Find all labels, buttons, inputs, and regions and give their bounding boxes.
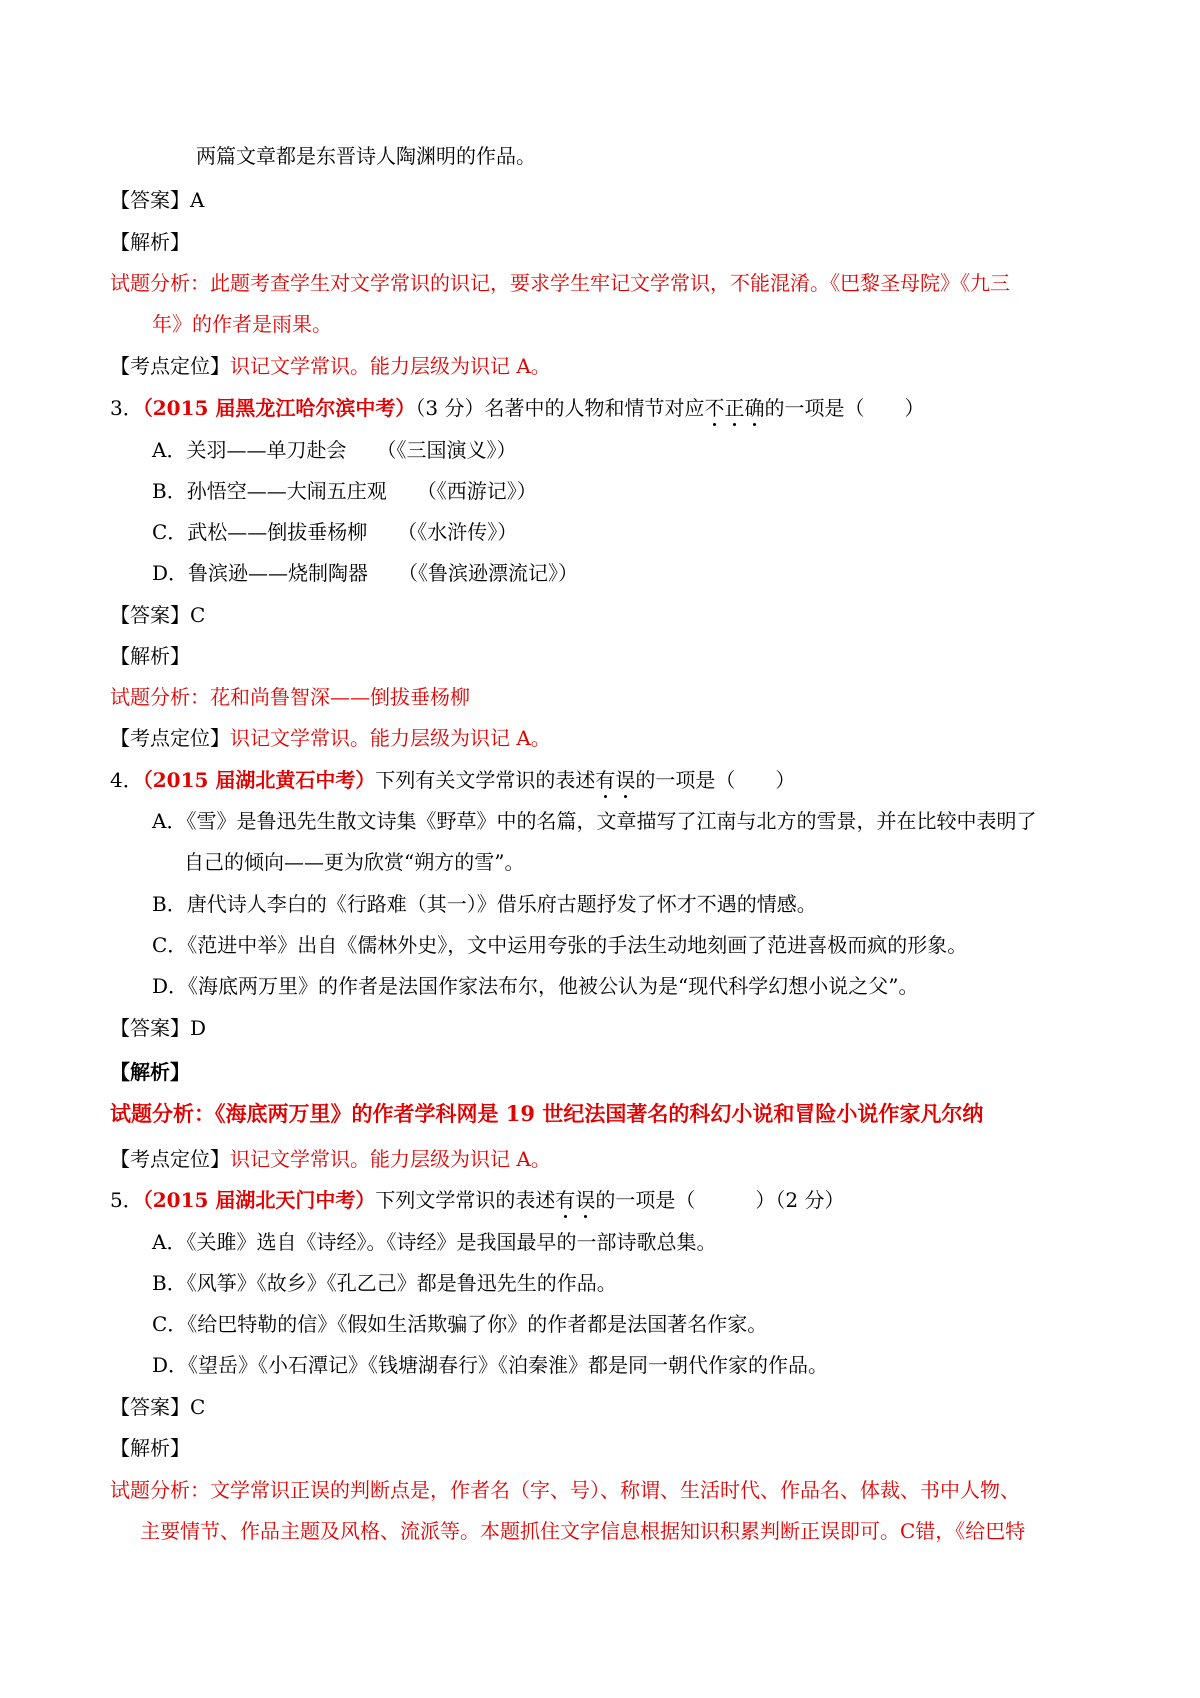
emphasis-char: 误 [575, 1188, 596, 1212]
question-source: （2015 届黑龙江哈尔滨中考） [142, 396, 416, 420]
analysis-text: 试题分析：此题考查学生对文学常识的识记，要求学生牢记文学常识，不能混淆。《巴黎圣母院》《九三 [110, 271, 1010, 295]
key-point-text: 识记文学常识。能力层级为识记 A。 [230, 354, 551, 378]
question-number: 3． [110, 396, 143, 420]
question-number: 4． [110, 768, 143, 792]
analysis-label: 【解析】 [110, 1436, 190, 1460]
option-a-continued: 自己的倾向——更为欣赏“朔方的雪”。 [184, 850, 525, 874]
question-text: 下列文学常识的表述 [375, 1188, 556, 1212]
option-a: A．关羽——单刀赴会 （《三国演义》） [152, 438, 517, 462]
key-point-tag: 【考点定位】 [110, 354, 230, 378]
key-point-text: 识记文学常识。能力层级为识记 A。 [230, 726, 551, 750]
option-d: D．《望岳》《小石潭记》《钱塘湖春行》《泊秦淮》都是同一朝代作家的作品。 [152, 1353, 829, 1377]
option-a: A．《关雎》选自《诗经》。《诗经》是我国最早的一部诗歌总集。 [152, 1230, 717, 1254]
option-d: D．鲁滨逊——烧制陶器 （《鲁滨逊漂流记》） [152, 561, 579, 585]
question-number: 5． [110, 1188, 143, 1212]
question-4-stem [110, 767, 795, 793]
question-text: 下列有关文学常识的表述 [375, 768, 596, 792]
option-c: C．《给巴特勒的信》《假如生活欺骗了你》的作者都是法国著名作家。 [152, 1312, 768, 1336]
analysis-label: 【解析】 [110, 230, 190, 254]
question-5-stem [110, 1187, 844, 1213]
text-line: 两篇文章都是东晋诗人陶渊明的作品。 [196, 144, 536, 168]
key-point-tag: 【考点定位】 [110, 726, 230, 750]
emphasis-char: 有 [595, 768, 616, 792]
answer-label: 【答案】C [110, 603, 206, 627]
key-point-tag: 【考点定位】 [110, 1147, 230, 1171]
option-b: B．孙悟空——大闹五庄观 （《西游记》） [152, 479, 537, 503]
answer-label: 【答案】C [110, 1395, 206, 1419]
analysis-label: 【解析】 [110, 644, 190, 668]
key-point-text: 识记文学常识。能力层级为识记 A。 [230, 1147, 551, 1171]
question-text: 的一项是（ ） [764, 396, 925, 420]
analysis-text: 主要情节、作品主题及风格、流派等。本题抓住文字信息根据知识积累判断正误即可。C错，《给巴特 [140, 1519, 1026, 1543]
option-a: A．《雪》是鲁迅先生散文诗集《野草》中的名篇，文章描写了江南与北方的雪景，并在比较中表明了 [152, 809, 1037, 833]
question-source: （2015 届湖北黄石中考） [142, 768, 376, 792]
question-text: 的一项是（ ） [635, 768, 796, 792]
analysis-text: 年》的作者是雨果。 [152, 312, 332, 336]
option-b: B．《风筝》《故乡》《孔乙己》都是鲁迅先生的作品。 [152, 1271, 617, 1295]
analysis-text: 试题分析：花和尚鲁智深——倒拔垂杨柳 [110, 685, 470, 709]
emphasis-char: 误 [615, 768, 636, 792]
question-text: 的一项是（ ）（2 分） [595, 1188, 845, 1212]
option-c: C．《范进中举》出自《儒林外史》，文中运用夸张的手法生动地刻画了范进喜极而疯的形象。 [152, 933, 968, 957]
answer-label: 【答案】D [110, 1016, 207, 1040]
question-text: （3 分）名著中的人物和情节对应 [415, 396, 705, 420]
option-d: D．《海底两万里》的作者是法国作家法布尔，他被公认为是“现代科学幻想小说之父”。 [152, 974, 919, 998]
question-source: （2015 届湖北天门中考） [142, 1188, 376, 1212]
emphasis-char: 有 [555, 1188, 576, 1212]
option-b: B．唐代诗人李白的《行路难（其一）》借乐府古题抒发了怀才不遇的情感。 [152, 892, 817, 916]
option-c: C．武松——倒拔垂杨柳 （《水浒传》） [152, 520, 518, 544]
question-3-stem [110, 395, 924, 421]
answer-label: 【答案】A [110, 188, 205, 212]
emphasis-char: 确 [744, 396, 765, 420]
key-point [110, 1146, 551, 1172]
key-point [110, 353, 551, 379]
emphasis-char: 正 [724, 396, 745, 420]
analysis-label: 【解析】 [110, 1060, 190, 1084]
key-point [110, 725, 551, 751]
emphasis-char: 不 [704, 396, 725, 420]
analysis-text: 试题分析：文学常识正误的判断点是，作者名（字、号）、称谓、生活时代、作品名、体裁、书中人物、 [110, 1478, 1020, 1502]
analysis-text: 试题分析：《海底两万里》的作者学科网是 19 世纪法国著名的科幻小说和冒险小说作家凡尔纳 [110, 1101, 984, 1126]
